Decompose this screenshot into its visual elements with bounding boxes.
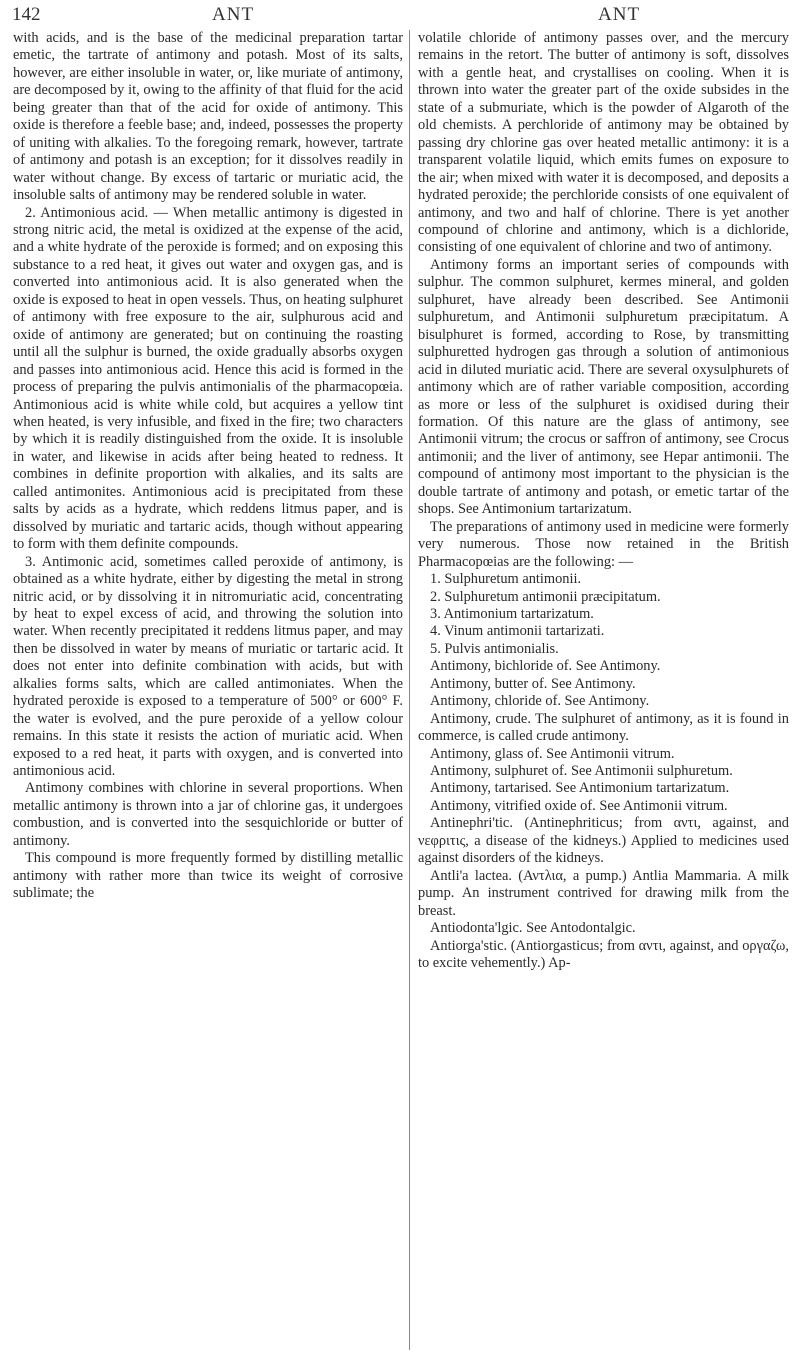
running-head-left: ANT [212,4,255,25]
cross-reference: Antimony, bichloride of. See Antimony. [430,658,661,675]
paragraph: with acids, and is the base of the medicinal preparation tartar emetic, the tartrate of antimony and potash. Most of its salts, however, are either insoluble in water, or, like muriate of antimony, are decomposed by it, owing to the affinity of that fluid for the acid being greater than that of the acid for oxide of antimony. This oxide is therefore a feeble base; and, indeed, possesses the property of uniting with alkalies. To the foregoing remark, however, tartrate of antimony and potash is an exception; for it dissolves readily in water without change. By excess of tartaric or muriatic acid, the insoluble salts of antimony may be rendered soluble in water. [13,30,403,204]
entry-antiorgastic: Antiorga'stic. (Antiorgasticus; from αντι, against, and οργαζω, to excite vehemently.) Ap- [418,937,789,972]
paragraph: 3. Antimonic acid, sometimes called peroxide of antimony, is obtained as a white hydrate, either by digesting the metal in strong nitric acid, or by dissolving it in nitromuriatic acid, concentrating by heat to expel excess of acid, and throwing the solution into water. When recently precipitated it reddens litmus paper, and may then be dissolved in water by means of muriatic or tartaric acid. It does not enter into definite combination with acids, but with alkalies forms salts, which are called antimoniates. When the hydrated peroxide is exposed to a temperature of 500° or 600° F. the water is evolved, and the pure peroxide of a yellow colour remains. In this state it resists the action of muriatic acid. When exposed to a red heat, it parts with oxygen, and is converted into antimonious acid. [13,553,403,780]
cross-reference: Antimony, glass of. See Antimonii vitrum. [430,745,675,762]
preparations-list [418,571,789,658]
page-number: 142 [12,4,41,25]
list-item: 3. Antimonium tartarizatum. [430,605,594,622]
entry-antiodontalgic: Antiodonta'lgic. See Antodontalgic. [430,920,636,937]
entry-antlia-lactea: Antli'a lactea. (Αντλια, a pump.) Antlia Mammaria. A milk pump. An instrument contrived for drawing milk from the breast. [418,867,789,919]
right-column [418,30,789,1350]
list-item: 1. Sulphuretum antimonii. [430,571,582,588]
cross-reference: Antimony, butter of. See Antimony. [430,675,636,692]
list-item: 2. Sulphuretum antimonii præcipitatum. [430,588,661,605]
paragraph: volatile chloride of antimony passes over, and the mercury remains in the retort. The butter of antimony is soft, dissolves with a gentle heat, and crystallises on cooling. When it is thrown into water the greater part of the oxide subsides in the state of a submuriate, which is the powder of Algaroth of the old chemists. A perchloride of antimony may be obtained by passing dry chlorine gas over heated metallic antimony: it is a transparent volatile liquid, which emits fumes on exposure to the air; when mixed with water it is decomposed, and deposits a hydrated peroxide; the perchloride consists of one equivalent of antimony, and two and half of chlorine. There is yet another compound of chlorine and antimony, which is a dichloride, consisting of one equivalent of chlorine and two of antimony. [418,30,789,256]
paragraph: Antimony combines with chlorine in several proportions. When metallic antimony is thrown into a jar of chlorine gas, it undergoes combustion, and is converted into the sesquichloride or butter of antimony. [13,780,403,849]
left-column [13,30,403,1350]
paragraph: The preparations of antimony used in medicine were formerly very numerous. Those now retained in the British Pharmacopœias are the following: — [418,518,789,570]
paragraph: 2. Antimonious acid. — When metallic antimony is digested in strong nitric acid, the metal is oxidized at the expense of the acid, and a white hydrate of the peroxide is formed; and on exposing this substance to a red heat, it gives out water and oxygen gas, and is converted into antimonious acid. It is also generated when the oxide is exposed to heat in open vessels. Thus, on heating sulphuret of antimony with free exposure to the air, sulphurous acid and oxide of antimony are generated; but on continuing the roasting until all the sulphur is burned, the oxide gradually absorbs oxygen and passes into antimonious acid. Hence this acid is formed in the process of preparing the pulvis antimonialis of the pharmacopœia. Antimonious acid is white while cold, but acquires a yellow tint when heated, is very infusible, and fixed in the fire; two characters by which it is readily distinguished from the oxide. It is insoluble in water, and likewise in acids after being heated to redness. It combines in definite proportion with alkalies, and its salts are called antimonites. Antimonious acid is precipitated from these salts by acids as a hydrate, which reddens litmus paper, and is dissolved by muriatic and tartaric acids, though without appearing to form with them definite compounds. [13,204,403,553]
paragraph: Antimony forms an important series of compounds with sulphur. The common sulphuret, kermes mineral, and golden sulphuret, have already been described. See Antimonii sulphuretum, and Antimonii sulphuretum præcipitatum. A bisulphuret is formed, according to Rose, by transmitting sulphuretted hydrogen gas through a solution of antimonious acid in diluted muriatic acid. There are several oxysulphurets of antimony which are of rather variable composition, according as more or less of the sulphuret is oxidised during their formation. Of this nature are the glass of antimony, see Antimonii vitrum; the crocus or saffron of antimony, see Crocus antimonii; and the liver of antimony, see Hepar antimonii. The compound of antimony most important to the physician is the double tartrate of antimony and potash, or emetic tartar of the shops. See Antimonium tartarizatum. [418,256,789,518]
paragraph: This compound is more frequently formed by distilling metallic antimony with rather more than twice its weight of corrosive sublimate; the [13,850,403,902]
entry-antinephritic: Antinephri'tic. (Antinephriticus; from αντι, against, and νεφριτις, a disease of the kidneys.) Applied to medicines used against disorders of the kidneys. [418,815,789,867]
cross-reference: Antimony, chloride of. See Antimony. [430,693,650,710]
cross-reference: Antimony, crude. The sulphuret of antimony, as it is found in commerce, is called crude antimony. [418,710,789,745]
list-item: 4. Vinum antimonii tartarizati. [430,623,605,640]
cross-reference: Antimony, tartarised. See Antimonium tartarizatum. [430,780,730,797]
column-divider [409,30,410,1350]
cross-reference: Antimony, vitrified oxide of. See Antimonii vitrum. [430,797,728,814]
cross-reference: Antimony, sulphuret of. See Antimonii sulphuretum. [430,763,733,780]
list-item: 5. Pulvis antimonialis. [430,640,559,657]
running-head-right: ANT [598,4,641,25]
